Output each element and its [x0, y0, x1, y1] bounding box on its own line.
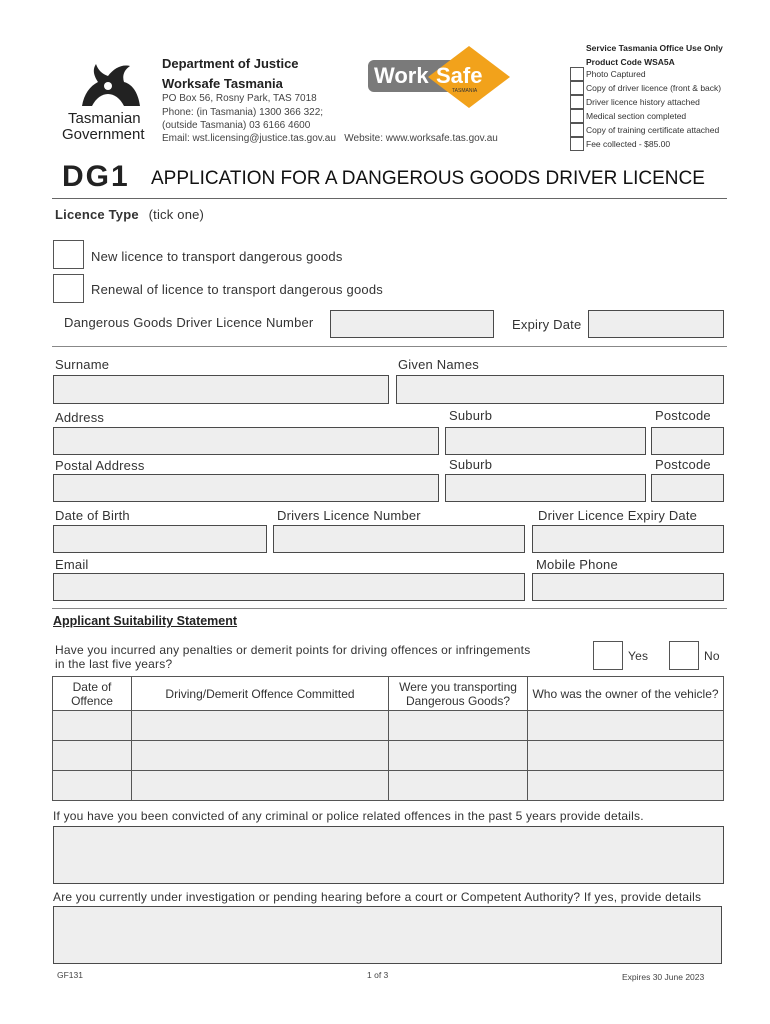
penalties-question-line2: in the last five years? [55, 657, 173, 671]
footer-page: 1 of 3 [367, 970, 389, 980]
postal-address-field[interactable] [53, 474, 439, 502]
new-licence-label: New licence to transport dangerous goods [91, 249, 343, 264]
dob-field[interactable] [53, 525, 267, 553]
table-cell[interactable] [53, 741, 132, 771]
table-row [53, 771, 724, 801]
expiry-date-label: Expiry Date [512, 317, 582, 332]
office-checkbox[interactable] [570, 137, 584, 151]
gov-line2: Government [62, 126, 145, 143]
surname-label: Surname [55, 357, 110, 372]
logo-sub: TASMANIA [452, 88, 478, 94]
office-use-code: Product Code WSA5A [586, 57, 675, 67]
penalties-no-checkbox[interactable] [669, 641, 699, 670]
email-label: Email [55, 557, 89, 572]
office-item-label: Medical section completed [586, 111, 687, 121]
col-vehicle-owner: Who was the owner of the vehicle? [528, 677, 724, 711]
table-cell[interactable] [528, 771, 724, 801]
office-checkbox[interactable] [570, 81, 584, 95]
driver-licence-expiry-label: Driver Licence Expiry Date [538, 508, 698, 523]
table-cell[interactable] [528, 741, 724, 771]
table-cell[interactable] [389, 771, 528, 801]
table-cell[interactable] [132, 771, 389, 801]
office-checkbox[interactable] [570, 109, 584, 123]
office-item-label: Copy of driver licence (front & back) [586, 83, 722, 93]
office-checkbox[interactable] [570, 67, 584, 81]
new-licence-checkbox[interactable] [53, 240, 84, 269]
logo-work: Work [374, 63, 429, 88]
email-website-line: Email: wst.licensing@justice.tas.gov.au Website: www.worksafe.tas.gov.au [162, 133, 498, 144]
office-item-label: Photo Captured [586, 69, 646, 79]
col-offence-committed: Driving/Demerit Offence Committed [132, 677, 389, 711]
address-field[interactable] [53, 427, 439, 455]
logo-safe: Safe [436, 63, 483, 88]
form-code: DG1 [62, 160, 130, 193]
mobile-label: Mobile Phone [536, 557, 618, 572]
postcode-label: Postcode [655, 408, 711, 423]
suitability-heading: Applicant Suitability Statement [53, 614, 238, 628]
licence-number-field[interactable] [330, 310, 494, 338]
driver-licence-expiry-field[interactable] [532, 525, 724, 553]
office-item-label: Copy of training certificate attached [586, 125, 720, 135]
table-row [53, 741, 724, 771]
col-transporting-dg: Were you transporting Dangerous Goods? [389, 677, 528, 711]
office-checkbox[interactable] [570, 123, 584, 137]
section-rule-2 [52, 608, 727, 609]
table-cell[interactable] [132, 741, 389, 771]
address-label: Address [55, 410, 105, 425]
penalties-yes-checkbox[interactable] [593, 641, 623, 670]
suburb-label: Suburb [449, 408, 493, 423]
title-rule [52, 198, 727, 199]
table-cell[interactable] [53, 771, 132, 801]
criminal-offences-field[interactable] [53, 826, 724, 884]
section-rule [52, 346, 727, 347]
renewal-label: Renewal of licence to transport dangerous goods [91, 282, 383, 297]
phone-line2: (outside Tasmania) 03 6166 4600 [162, 120, 311, 131]
office-item-label: Fee collected - $85.00 [586, 139, 671, 149]
penalties-question-line1: Have you incurred any penalties or demerit points for driving offences or infringements [55, 643, 531, 657]
given-names-field[interactable] [396, 375, 724, 404]
suburb-field[interactable] [445, 427, 646, 455]
table-cell[interactable] [389, 711, 528, 741]
dob-label: Date of Birth [55, 508, 130, 523]
postal-suburb-field[interactable] [445, 474, 646, 502]
postal-postcode-field[interactable] [651, 474, 724, 502]
footer-form-id: GF131 [57, 970, 83, 980]
drivers-licence-number-label: Drivers Licence Number [277, 508, 421, 523]
office-checkbox[interactable] [570, 95, 584, 109]
table-cell[interactable] [53, 711, 132, 741]
office-use-title: Service Tasmania Office Use Only [586, 43, 723, 53]
address-line: PO Box 56, Rosny Park, TAS 7018 [162, 93, 317, 104]
surname-field[interactable] [53, 375, 389, 404]
postal-suburb-label: Suburb [449, 457, 493, 472]
division-name: Worksafe Tasmania [162, 76, 283, 91]
postal-postcode-label: Postcode [655, 457, 711, 472]
postcode-field[interactable] [651, 427, 724, 455]
mobile-field[interactable] [532, 573, 724, 601]
expiry-date-field[interactable] [588, 310, 724, 338]
worksafe-logo [366, 44, 511, 110]
col-date-of-offence: Date of Offence [53, 677, 132, 711]
dept-name: Department of Justice [162, 56, 299, 71]
drivers-licence-number-field[interactable] [273, 525, 525, 553]
licence-type-label: Licence Type (tick one) [55, 207, 205, 222]
phone-line1: Phone: (in Tasmania) 1300 366 322; [162, 107, 324, 118]
gov-line1: Tasmanian [68, 110, 141, 127]
renewal-checkbox[interactable] [53, 274, 84, 303]
office-item-label: Driver licence history attached [586, 97, 700, 107]
yes-label: Yes [628, 649, 649, 663]
table-cell[interactable] [389, 741, 528, 771]
email-field[interactable] [53, 573, 525, 601]
licence-number-label: Dangerous Goods Driver Licence Number [64, 315, 314, 330]
given-names-label: Given Names [398, 357, 479, 372]
footer-expires: Expires 30 June 2023 [622, 972, 705, 982]
tasmanian-government-logo [62, 58, 154, 144]
thylacine-emblem-icon [62, 58, 154, 110]
table-header-row [53, 677, 724, 711]
form-title: APPLICATION FOR A DANGEROUS GOODS DRIVER LICENCE [151, 168, 705, 189]
table-cell[interactable] [528, 711, 724, 741]
offence-table [52, 676, 724, 801]
investigation-field[interactable] [53, 906, 722, 964]
criminal-offences-question: If you have you been convicted of any criminal or police related offences in the past 5 years provide details. [53, 809, 644, 823]
investigation-question: Are you currently under investigation or pending hearing before a court or Competent Authority? If yes, provide details [53, 890, 702, 904]
table-row [53, 711, 724, 741]
no-label: No [704, 649, 720, 663]
table-cell[interactable] [132, 711, 389, 741]
postal-address-label: Postal Address [55, 458, 145, 473]
